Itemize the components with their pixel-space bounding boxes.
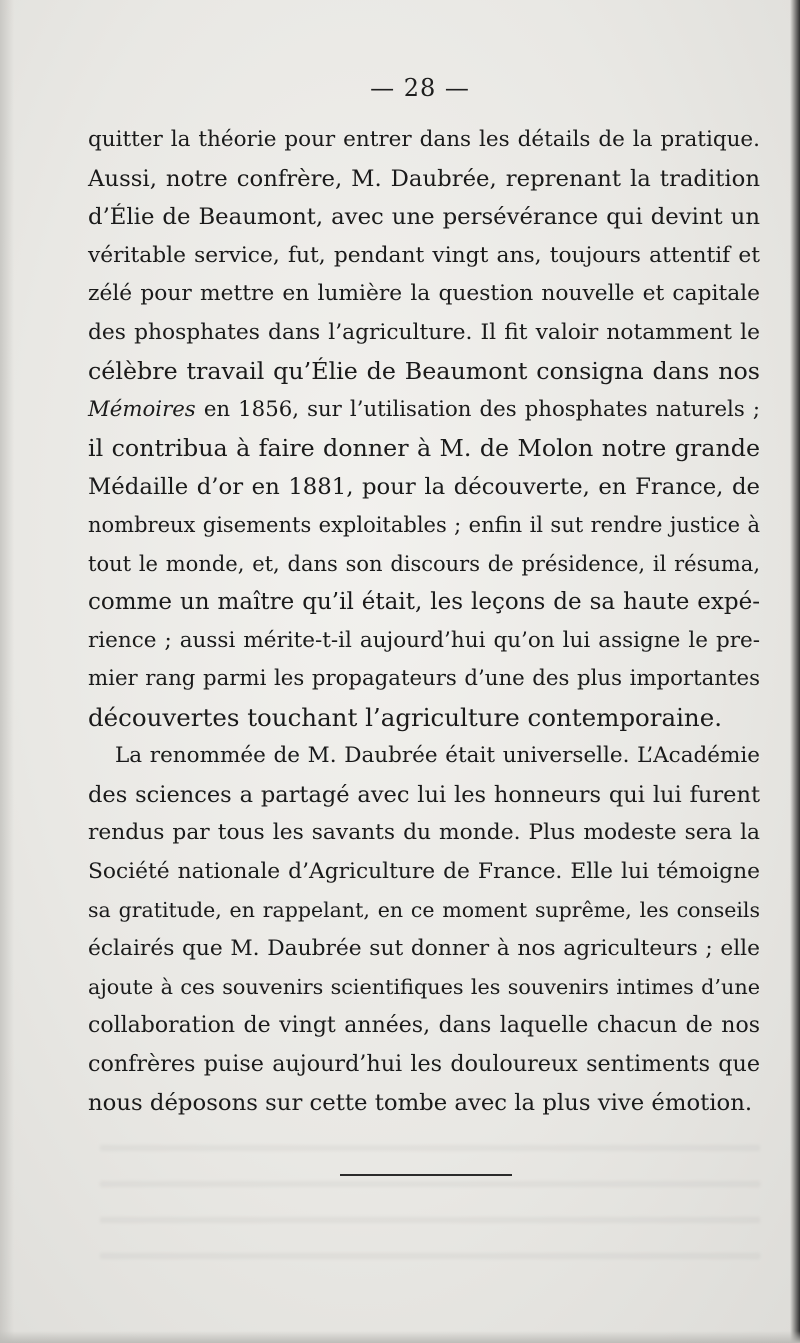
text-line: sa gratitude, en rappelant, en ce moment suprême, les conseils (88, 898, 760, 922)
italic-title: Mémoires (88, 396, 196, 422)
paragraph-1 (88, 121, 760, 737)
text-line-with-italic (88, 391, 760, 430)
text-line: quitter la théorie pour entrer dans les détails de la pratique. (88, 127, 760, 152)
text-line: découvertes touchant l’agriculture contemporaine. (88, 702, 722, 732)
text-line-rest: en 1856, sur l’utilisation des phosphates naturels ; (203, 396, 760, 422)
paragraph-2 (88, 737, 760, 1122)
page-bottom-shadow (0, 1331, 800, 1343)
text-line: Aussi, notre confrère, M. Daubrée, reprenant la tradition (88, 165, 760, 192)
text-line: Médaille d’or en 1881, pour la découverte, en France, de (88, 473, 760, 500)
text-line: des phosphates dans l’agriculture. Il fit valoir notamment le (88, 319, 760, 345)
text-line: d’Élie de Beaumont, avec une persévérance qui devint un (88, 204, 760, 230)
text-line: éclairés que M. Daubrée sut donner à nos agriculteurs ; elle (88, 935, 760, 961)
text-line: ajoute à ces souvenirs scientifiques les souvenirs intimes d’une (88, 975, 760, 999)
text-line: mier rang parmi les propagateurs d’une des plus importantes (88, 666, 760, 691)
text-line: rendus par tous les savants du monde. Plus modeste sera la (88, 820, 760, 845)
body-text (88, 121, 760, 1122)
text-line: Société nationale d’Agriculture de France. Elle lui témoigne (88, 858, 760, 884)
page-left-shadow (0, 0, 14, 1343)
end-rule (340, 1174, 512, 1176)
text-line: La renommée de M. Daubrée était universelle. L’Académie (115, 743, 760, 768)
page-right-shadow (790, 0, 800, 1343)
page-number: — 28 — (370, 74, 470, 102)
text-line: célèbre travail qu’Élie de Beaumont consigna dans nos (88, 357, 760, 385)
text-line: rience ; aussi mérite-t-il aujourd’hui qu’on lui assigne le pre- (88, 627, 760, 653)
text-line: véritable service, fut, pendant vingt ans, toujours attentif et (88, 242, 760, 268)
text-line: des sciences a partagé avec lui les honneurs qui lui furent (88, 781, 760, 808)
text-line: nous déposons sur cette tombe avec la plus vive émotion. (88, 1089, 753, 1116)
text-line: il contribua à faire donner à M. de Molon notre grande (88, 434, 760, 462)
text-line: nombreux gisements exploitables ; enfin il sut rendre justice à (88, 513, 760, 537)
text-line: zélé pour mettre en lumière la question nouvelle et capitale (88, 281, 760, 306)
text-line: collaboration de vingt années, dans laquelle chacun de nos (88, 1012, 760, 1038)
text-line: comme un maître qu’il était, les leçons de sa haute expé- (88, 589, 760, 615)
show-through-text (100, 1115, 760, 1265)
text-line: confrères puise aujourd’hui les douloureux sentiments que (88, 1051, 760, 1077)
text-line: tout le monde, et, dans son discours de présidence, il résuma, (88, 551, 760, 576)
